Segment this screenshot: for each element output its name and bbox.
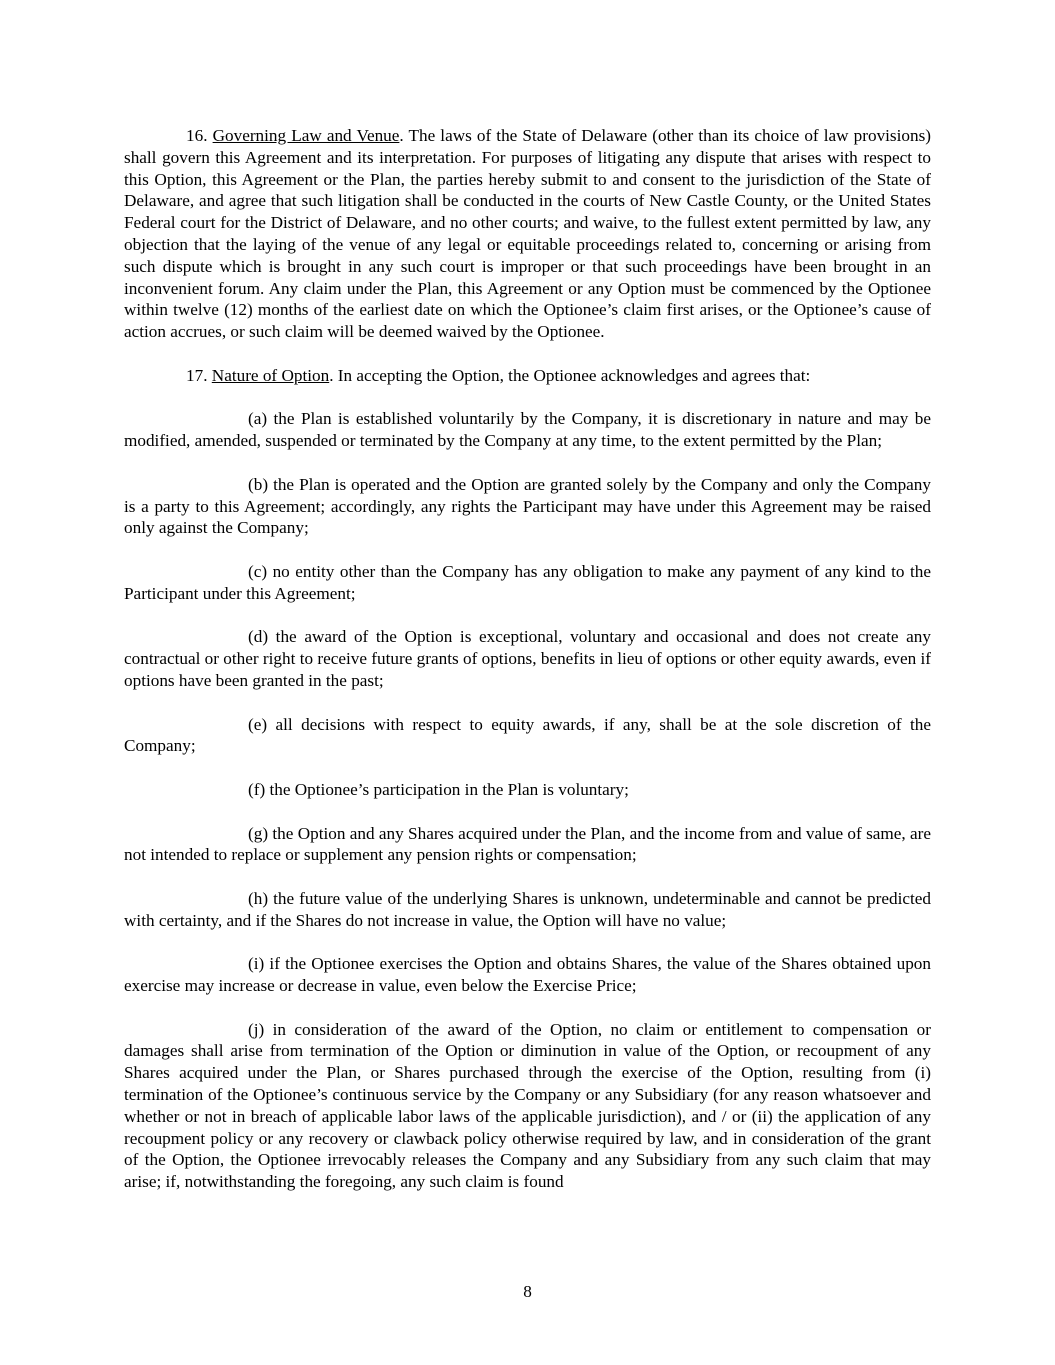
section-16-body: . The laws of the State of Delaware (other than its choice of law provisions) shall govern this Agreement and its interpretation. For purposes of litigating any dispute that arises with respect to this Option, this Agreement or the Plan, the parties hereby submit to and consent to the jurisdiction of the State of Delaware, and agree that such litigation shall be conducted in the courts of New Castle County, or the United States Federal court for the District of Delaware, and no other courts; and waive, to the fullest extent permitted by law, any objection that the laying of the venue of any legal or equitable proceedings related to, concerning or arising from such dispute which is brought in any such court is improper or that such proceedings have been brought in an inconvenient forum. Any claim under the Plan, this Agreement or any Option must be commenced by the Optionee within twelve (12) months of the earliest date on which the Optionee’s claim first arises, or the Optionee’s cause of action accrues, or such claim will be deemed waived by the Optionee. — [124, 126, 931, 342]
clause-d: (d) the award of the Option is exceptional, voluntary and occasional and does not create any contractual or other right to receive future grants of options, benefits in lieu of options or other equity awards, even if options have been granted in the past; — [124, 627, 931, 690]
clause-g: (g) the Option and any Shares acquired under the Plan, and the income from and value of same, are not intended to replace or supplement any pension rights or compensation; — [124, 823, 931, 865]
section-17-paragraph — [124, 365, 931, 387]
section-16-heading: Governing Law and Venue — [212, 126, 400, 145]
section-17-body: . In accepting the Option, the Optionee acknowledges and agrees that: — [329, 365, 811, 385]
clause-i: (i) if the Optionee exercises the Option and obtains Shares, the value of the Shares obtained upon exercise may increase or decrease in value, even below the Exercise Price; — [124, 954, 931, 996]
clause-a: (a) the Plan is established voluntarily by the Company, it is discretionary in nature and may be modified, amended, suspended or terminated by the Company at any time, to the extent permitted by the Plan; — [124, 409, 931, 451]
section-17-heading: Nature of Option — [211, 365, 330, 385]
section-16-number: 16. — [186, 126, 208, 145]
clause-b: (b) the Plan is operated and the Option are granted solely by the Company and only the Company is a party to this Agreement; accordingly, any rights the Participant may have under this Agreement may be raised only against the Company; — [124, 474, 931, 538]
clause-e: (e) all decisions with respect to equity awards, if any, shall be at the sole discretion of the Company; — [124, 714, 931, 756]
document-page — [124, 125, 931, 1215]
section-17-number: 17. — [186, 365, 208, 385]
clause-c: (c) no entity other than the Company has any obligation to make any payment of any kind to the Participant under this Agreement; — [124, 561, 931, 603]
section-16-paragraph — [124, 125, 931, 343]
clause-h: (h) the future value of the underlying Shares is unknown, undeterminable and cannot be predicted with certainty, and if the Shares do not increase in value, the Option will have no value; — [124, 888, 931, 930]
page-number: 8 — [523, 1282, 532, 1301]
clause-f: (f) the Optionee’s participation in the Plan is voluntary; — [248, 779, 629, 799]
clause-j: (j) in consideration of the award of the Option, no claim or entitlement to compensation or damages shall arise from termination of the Option or diminution in value of the Option, or recoupment of any Shares acquired under the Plan, or Shares purchased through the exercise of the Option, resulting from (i) termination of the Optionee’s continuous service by the Company or any Subsidiary (for any reason whatsoever and whether or not in breach of applicable labor laws of the applicable jurisdiction), and / or (ii) the application of any recoupment policy or any recovery or clawback policy otherwise required by law, and in consideration of the grant of the Option, the Optionee irrevocably releases the Company and any Subsidiary from any such claim that may arise; if, notwithstanding the foregoing, any such claim is found — [124, 1019, 931, 1192]
